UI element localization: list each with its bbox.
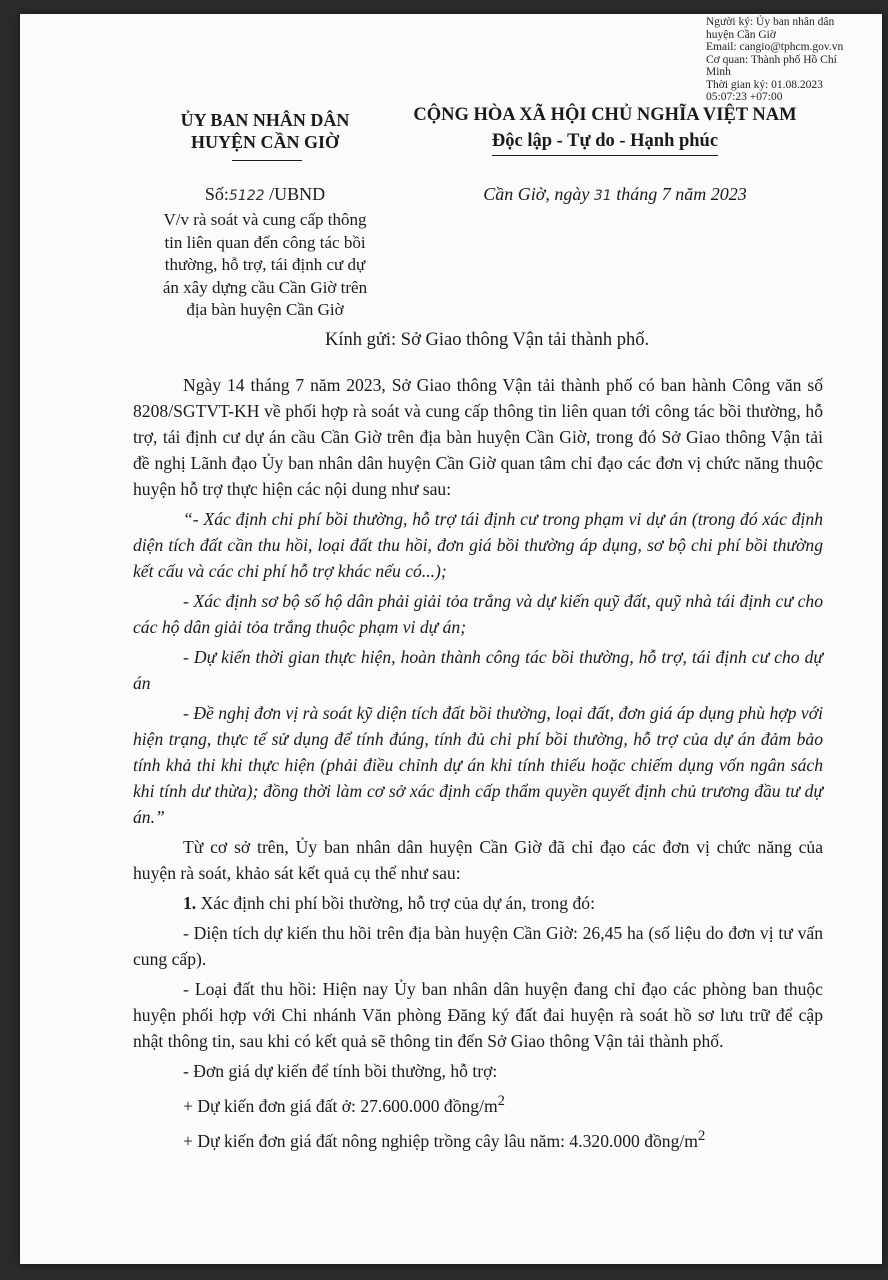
signature-line: Cơ quan: Thành phố Hồ Chí <box>706 53 837 66</box>
issuing-agency <box>150 109 380 153</box>
body-paragraph: - Đơn giá dự kiến để tính bồi thường, hỗ trợ: <box>183 1061 498 1081</box>
agency-divider <box>232 160 302 161</box>
subject-line: địa bàn huyện Cần Giờ <box>186 300 344 319</box>
subject-line: án xây dựng cầu Cần Giờ trên <box>162 277 368 297</box>
body-paragraph: - Loại đất thu hồi: Hiện nay Ủy ban nhân dân huyện đang chỉ đạo các phòng ban thuộc huyện phối hợp với Chi nhánh Văn phòng Đăng ký đất đai huyện rà soát hồ sơ lưu trữ để cập nhật thông tin, sau khi có kết quả sẽ thông tin đến Sở Giao thông Vận tải thành phố. <box>133 979 823 1051</box>
signature-line: 05:07:23 +07:00 <box>706 91 783 103</box>
signature-line: Minh <box>706 66 731 78</box>
document-body <box>133 372 823 1158</box>
date-suffix: tháng 7 năm 2023 <box>611 184 747 204</box>
signature-line: Thời gian ký: 01.08.2023 <box>706 78 823 91</box>
price-item <box>133 1123 823 1154</box>
quoted-paragraph: - Dự kiến thời gian thực hiện, hoàn thành công tác bồi thường, hỗ trợ, tái định cư cho dự án <box>133 647 823 693</box>
unit-superscript: 2 <box>497 1093 505 1109</box>
price-text: + Dự kiến đơn giá đất ở: 27.600.000 đồng/m <box>183 1095 498 1116</box>
document-number <box>150 184 380 205</box>
motto: Độc lập - Tự do - Hạnh phúc <box>492 128 718 156</box>
digital-signature-box <box>706 16 878 104</box>
agency-line: HUYỆN CẦN GIỜ <box>190 132 339 152</box>
document-subject <box>145 209 385 322</box>
agency-line: ỦY BAN NHÂN DÂN <box>180 110 350 130</box>
price-item <box>133 1088 823 1119</box>
quoted-paragraph: “- Xác định chi phí bồi thường, hỗ trợ tái định cư trong phạm vi dự án (trong đó xác định diện tích đất cần thu hồi, loại đất thu hồi, đơn giá bồi thường áp dụng, sơ bộ chi phí bồi thường kết cấu và các chi phí hỗ trợ khác nếu có...); <box>133 509 823 581</box>
subject-line: tin liên quan đến công tác bồi <box>164 232 366 252</box>
section-title: Xác định chi phí bồi thường, hỗ trợ của dự án, trong đó: <box>196 893 595 913</box>
price-text: + Dự kiến đơn giá đất nông nghiệp trồng cây lâu năm: 4.320.000 đồng/m <box>183 1130 698 1151</box>
date-day-handwritten: 31 <box>593 188 612 204</box>
signature-line: huyện Cần Giờ <box>706 28 776 41</box>
so-suffix: /UBND <box>264 184 326 204</box>
national-motto <box>385 102 825 156</box>
date-prefix: Cần Giờ, ngày <box>483 184 594 204</box>
subject-line: thường, hỗ trợ, tái định cư dự <box>164 255 366 274</box>
unit-superscript: 2 <box>697 1127 706 1144</box>
so-number-handwritten: 5122 <box>228 188 265 204</box>
document-page <box>20 14 882 1264</box>
document-date <box>430 184 800 205</box>
section-heading <box>133 890 823 916</box>
body-paragraph: Từ cơ sở trên, Ủy ban nhân dân huyện Cần Giờ đã chỉ đạo các đơn vị chức năng của huyện rà soát, khảo sát kết quả cụ thể như sau: <box>133 837 823 883</box>
quoted-paragraph: - Xác định sơ bộ số hộ dân phải giải tỏa trắng và dự kiến quỹ đất, quỹ nhà tái định cư cho các hộ dân giải tỏa trắng thuộc phạm vi dự án; <box>133 591 823 637</box>
quoted-paragraph: - Đề nghị đơn vị rà soát kỹ diện tích đất bồi thường, loại đất, đơn giá áp dụng phù hợp với hiện trạng, thực tế sử dụng để tính đúng, tính đủ chi phí bồi thường, hỗ trợ của dự án đảm bảo tính khả thi khi thực hiện (phải điều chỉnh dự án khi tính thiếu hoặc chiếm dụng vốn ngân sách khi tính dư thừa); đồng thời làm cơ sở xác định cấp thẩm quyền quyết định chủ trương đầu tư dự án.” <box>133 703 823 827</box>
signature-line: Email: cangio@tphcm.gov.vn <box>706 41 844 53</box>
recipient: Kính gửi: Sở Giao thông Vận tải thành phố. <box>325 330 650 350</box>
subject-line: V/v rà soát và cung cấp thông <box>163 210 367 229</box>
body-paragraph: Ngày 14 tháng 7 năm 2023, Sở Giao thông Vận tải thành phố có ban hành Công văn số 8208/SGTVT-KH về phối hợp rà soát và cung cấp thông tin liên quan tới công tác bồi thường, hỗ trợ, tái định cư dự án cầu Cần Giờ trên địa bàn huyện Cần Giờ, trong đó Sở Giao thông Vận tải đề nghị Lãnh đạo Ủy ban nhân dân huyện Cần Giờ quan tâm chỉ đạo các đơn vị chức năng thuộc huyện hỗ trợ thực hiện các nội dung như sau: <box>133 375 823 499</box>
body-paragraph: - Diện tích dự kiến thu hồi trên địa bàn huyện Cần Giờ: 26,45 ha (số liệu do đơn vị tư vấn cung cấp). <box>133 923 823 969</box>
signature-line: Người ký: Ủy ban nhân dân <box>706 16 835 28</box>
so-prefix: Số: <box>204 184 229 204</box>
nation-name: CỘNG HÒA XÃ HỘI CHỦ NGHĨA VIỆT NAM <box>413 105 797 125</box>
section-number: 1. <box>183 893 197 913</box>
